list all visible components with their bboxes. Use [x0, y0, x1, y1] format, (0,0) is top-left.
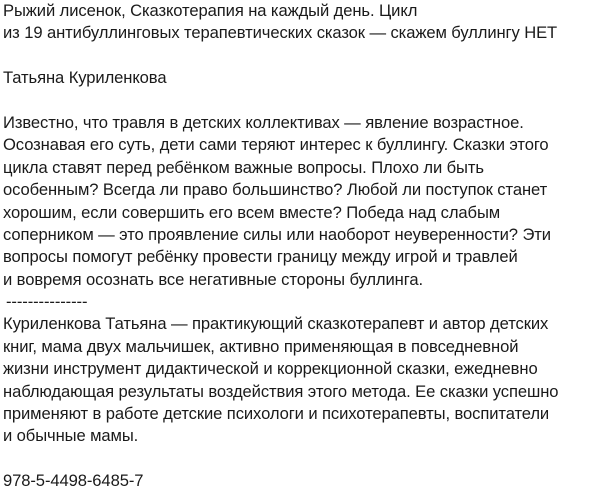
blank-line: [3, 448, 615, 470]
description-line: соперником — это проявление силы или наоборот неуверенности? Эти: [3, 224, 551, 244]
description-line: вопросы помогут ребёнку провести границу между игрой и травлей: [3, 247, 518, 267]
bio-line: книг, мама двух мальчишек, активно применяющая в повседневной: [3, 336, 519, 356]
description-line: особенным? Всегда ли право большинство? Любой ли поступок станет: [3, 180, 548, 200]
blank-line: [3, 45, 615, 67]
blank-line: [3, 90, 615, 112]
document-page: [3, 0, 615, 493]
description-line: хорошим, если совершить его всем вместе? Победа над слабым: [3, 202, 501, 222]
book-title-line: из 19 антибуллинговых терапевтических сказок — скажем буллингу НЕТ: [3, 23, 558, 43]
bio-line: применяют в работе детские психологи и психотерапевты, воспитатели: [3, 404, 550, 424]
separator-line: ---------------: [6, 292, 88, 312]
book-title-line: Рыжий лисенок, Сказкотерапия на каждый день. Цикл: [3, 1, 418, 20]
bio-line: наблюдающая результаты воздействия этого метода. Ее сказки успешно: [3, 381, 559, 401]
description-line: Известно, что травля в детских коллективах — явление возрастное.: [3, 112, 524, 132]
description-line: и вовремя осознать все негативные стороны буллинга.: [3, 269, 423, 289]
bio-line: Куриленкова Татьяна — практикующий сказкотерапевт и автор детских: [3, 314, 549, 334]
description-paragraph: [3, 112, 615, 291]
author-bio-paragraph: [3, 313, 615, 447]
book-title: [3, 0, 615, 45]
description-line: Осознавая его суть, дети сами теряют интерес к буллингу. Сказки этого: [3, 135, 549, 155]
bio-line: жизни инструмент дидактической и коррекционной сказки, ежедневно: [3, 359, 538, 379]
author-name: Татьяна Куриленкова: [3, 68, 167, 88]
isbn-number: 978-5-4498-6485-7: [3, 471, 144, 491]
description-line: цикла ставят перед ребёнком важные вопросы. Плохо ли быть: [3, 157, 484, 177]
bio-line: и обычные мамы.: [3, 426, 139, 446]
